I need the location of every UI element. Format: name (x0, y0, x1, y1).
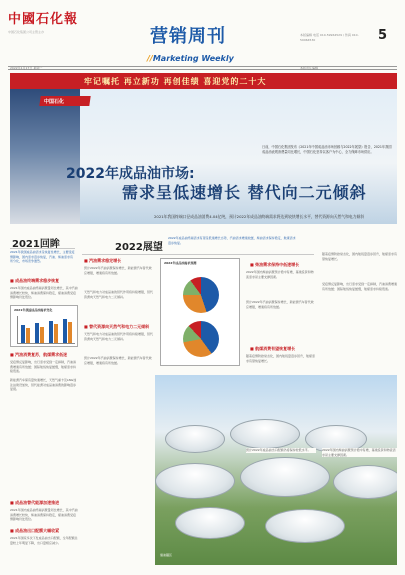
chart-bar (63, 319, 67, 343)
outlook-subtitle-4: ■ 航煤消费有望恢复增长 (250, 346, 296, 351)
info-bar (8, 66, 397, 70)
outlook-text-1: 预计2022年汽油消费保持增长，新能源汽车替代效应增强，增速将有所放缓。 (84, 266, 152, 275)
tank (230, 419, 300, 449)
outlook-subtitle-3: ■ 柴油需求保持中低速增长 (250, 262, 300, 267)
review-subtitle-3: ■ 成品油替代能源加速推进 (10, 500, 60, 505)
page-number: 5 (378, 28, 388, 43)
slogan-text: 牢记嘱托 再立新功 再创佳绩 喜迎党的二十大 (84, 77, 267, 86)
outlook-text-4b: 受疫情反复影响，出行需求受到一定抑制，汽油消费增速有所放缓；国际航线恢复缓慢，航煤需求持续低迷。 (322, 282, 398, 291)
chart-bar (26, 328, 30, 343)
headline-line1: 2022年成品油市场: (66, 166, 195, 182)
outlook-text-6: 预计2022年成品油出口配额仍将保持较低水平。 (246, 448, 316, 453)
review-text-2: 受疫情反复影响，出行需求受到一定抑制，汽油消费增速有所放缓；国际航线恢复缓慢，航煤需求持续低迷。 (10, 360, 77, 373)
outlook-text-3b: 预计2022年汽油消费保持增长，新能源汽车替代效应增强，增速将有所放缓。 (246, 300, 314, 309)
review-lead: 2021年我国成品油需求呈恢复性增长，主要受疫情影响，国内需求逐步恢复，汽油、柴油需求有所分化，市场竞争激烈。 (10, 250, 75, 263)
divider (82, 254, 314, 255)
photo-caption: 储油罐区 (160, 553, 173, 557)
column-subtitle-text: Marketing Weekly (152, 54, 234, 63)
outlook-subtitle-1: ■ 汽油需求稳定增长 (84, 258, 122, 263)
review-text-2b: 新能源汽车保有量快速增长，天然气重卡及LNG加注站建设加快，替代能源对成品油消费的影响逐步显现。 (10, 378, 77, 391)
hero-intro: 2021年我国终端口径成品油消费4.04亿吨，预计2022年成品油终端需求将达到较快增长水平，替代资源向天然气和电力倾斜 (154, 214, 365, 219)
hero-station-photo (10, 89, 80, 224)
issue-date: 2022年1月17日 星期一 (10, 66, 43, 70)
tank (240, 457, 330, 497)
review-text-3: 2021年国内成品油终端消费量同比增长，其中汽油消费增长较快，柴油消费保持稳定，煤油消费受疫情影响仍处低位。 (10, 508, 78, 521)
chart-bar (54, 324, 58, 343)
column-subtitle-mark: // (147, 54, 153, 63)
outlook-text-2b: 预计2022年汽油消费保持增长，新能源汽车替代效应增强，增速将有所放缓。 (84, 356, 152, 365)
outlook-lead: 2022年成品油终端需求有望呈低速增长态势，汽油需求增速放缓，柴油需求保持稳定，航煤需求逐步恢复。 (168, 236, 296, 245)
chart-title: 2022年成品油需求预测 (164, 261, 197, 265)
chart-2022-forecast (160, 258, 240, 366)
newspaper-logo: 中國石化報 (8, 12, 79, 27)
outlook-text-1b: 天然气和电力对成品油的替代作用将持续增强，替代资源向天然气和电力二元倾斜。 (84, 290, 154, 299)
chart-plot-area (17, 316, 75, 344)
tank (155, 463, 235, 499)
outlook-text-4: 随着疫情防控常态化，国内航班量逐步回升，航煤需求有望恢复增长。 (322, 252, 398, 261)
tank (175, 507, 245, 539)
pie-chart (183, 277, 219, 313)
chart-title: 2021年我国成品油需求变化 (14, 308, 53, 312)
oil-tank-photo (155, 375, 397, 565)
station-sign: 中国石化 (44, 99, 65, 105)
column-subtitle (147, 54, 234, 63)
chart-bar (21, 325, 25, 343)
section-title-review: 2021回眸 (12, 239, 60, 250)
review-text-4: 2021年国家多次下发成品油出口配额，全年配额总量较上年明显下降，出口量相应减少。 (10, 536, 78, 545)
chart-bar (40, 327, 44, 343)
review-subtitle-2: ■ 汽油消费复苏，航煤需求低迷 (10, 352, 68, 357)
review-text-1: 2021年国内成品油终端消费量同比增长，其中汽油消费增长较快，柴油消费保持稳定，煤油消费受疫情影响仍处低位。 (10, 286, 78, 299)
section-title-outlook: 2022展望 (115, 242, 163, 253)
outlook-subtitle-2: ■ 替代资源向天然气和电力二元倾斜 (84, 324, 150, 329)
tank (265, 509, 345, 543)
headline-line2: 需求呈低速增长 替代向二元倾斜 (122, 183, 367, 202)
outlook-text-2: 天然气和电力对成品油的替代作用将持续增强，替代资源向天然气和电力二元倾斜。 (84, 332, 154, 341)
outlook-text-7: 2022年国内柴油消费预计稳中有增，基建投资和物流需求是主要支撑因素。 (322, 448, 396, 457)
responsible-editor: 本版责任编辑 (300, 66, 319, 70)
divider (10, 248, 75, 249)
column-title: 营销周刊 (150, 26, 226, 47)
outlook-text-3: 2022年国内柴油消费预计稳中有增，基建投资和物流需求是主要支撑因素。 (246, 270, 314, 279)
logo-subtitle: 中国石化集团公司主管主办 (8, 30, 45, 34)
tank (165, 425, 225, 453)
outlook-text-5: 随着疫情防控常态化，国内航班量逐步回升，航煤需求有望恢复增长。 (246, 354, 316, 363)
editor-info: 本版编辑 电话 010-59964529 / 传真 010-59964530 (300, 33, 359, 42)
review-subtitle-4: ■ 成品油出口配额大幅收紧 (10, 528, 60, 533)
chart-bar (35, 323, 39, 343)
hero-summary: 日前，中国石化集团发布《2021年中国成品油市场回顾与2022年展望》报告，2021年我国成品油表观消费量同比增长，中国石化坚持以客户为中心，全力保障市场供应。 (262, 145, 392, 154)
chart-bar (68, 322, 72, 343)
review-subtitle-1: ■ 成品油终端需求稳步恢复 (10, 278, 60, 283)
pie-chart (183, 321, 219, 357)
tank (333, 465, 397, 499)
chart-bar (49, 321, 53, 343)
chart-2021-demand (10, 305, 78, 347)
